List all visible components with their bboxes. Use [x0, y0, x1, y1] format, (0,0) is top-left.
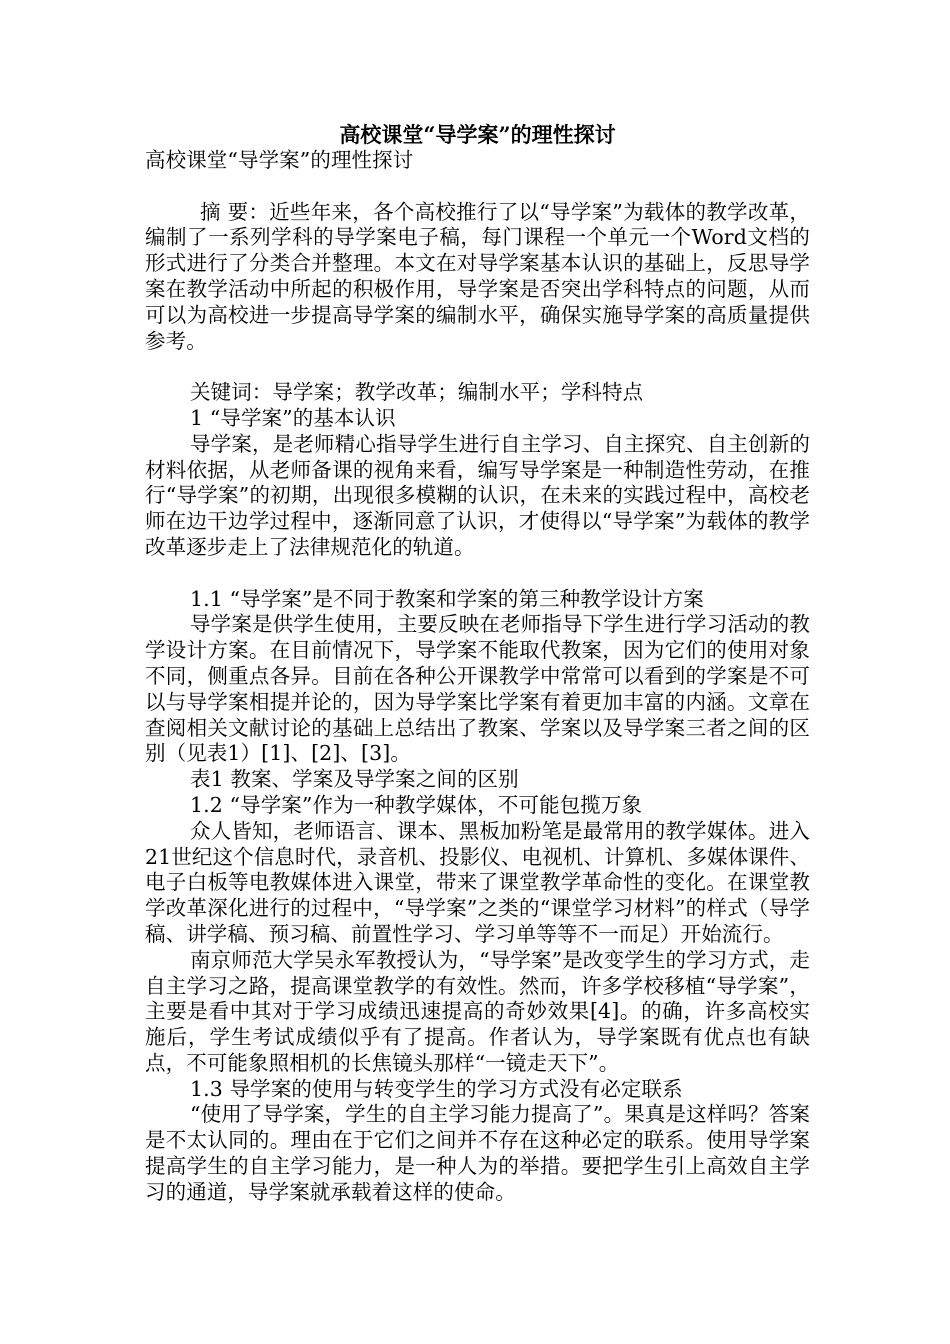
section-1-1-heading: 1.1 “导学案”是不同于教案和学案的第三种教学设计方案	[190, 586, 704, 611]
section-1-2-paragraph-2: 南京师范大学吴永军教授认为，“导学案”是改变学生的学习方式，走自主学习之路，提高课堂教学的有效性。然而，许多学校移植“导学案”，主要是看中其对于学习成绩迅速提高的奇妙效果[4]。的确，许多高校实施后，学生考试成绩似乎有了提高。作者认为，导学案既有优点也有缺点，不可能象照相机的长焦镜头那样“一镜走天下”。	[145, 947, 810, 1075]
section-1-1-paragraph: 导学案是供学生使用，主要反映在老师指导下学生进行学习活动的教学设计方案。在目前情况下，导学案不能取代教案，因为它们的使用对象不同，侧重点各异。目前在各种公开课教学中常常可以看到的学案是不可以与导学案相提并论的，因为导学案比学案有着更加丰富的内涵。文章在查阅相关文献讨论的基础上总结出了教案、学案以及导学案三者之间的区别（见表1）[1]、[2]、[3]。	[145, 612, 810, 766]
section-1-paragraph: 导学案，是老师精心指导学生进行自主学习、自主探究、自主创新的材料依据，从老师备课的视角来看，编写导学案是一种制造性劳动，在推行“导学案”的初期，出现很多模糊的认识，在未来的实践过程中，高校老师在边干边学过程中，逐渐同意了认识，才使得以“导学案”为载体的教学改革逐步走上了法律规范化的轨道。	[145, 431, 810, 559]
keywords-line: 关键词：导学案；教学改革；编制水平；学科特点	[190, 380, 644, 405]
section-1-2-paragraph-1: 众人皆知，老师语言、课本、黑板加粉笔是最常用的教学媒体。进入21世纪这个信息时代，录音机、投影仪、电视机、计算机、多媒体课件、电子白板等电教媒体进入课堂，带来了课堂教学革命性的变化。在课堂教学改革深化进行的过程中，“导学案”之类的“课堂学习材料”的样式（导学稿、讲学稿、预习稿、前置性学习、学习单等等不一而足）开始流行。	[145, 818, 810, 946]
blank-line	[145, 561, 810, 587]
section-1-3-paragraph: “使用了导学案，学生的自主学习能力提高了”。果真是这样吗？答案是不太认同的。理由在于它们之间并不存在这种必定的联系。使用导学案提高学生的自主学习能力，是一种人为的举措。要把学生引上高效自主学习的通道，导学案就承载着这样的使命。	[145, 1102, 810, 1204]
table-1-caption: 表1 教案、学案及导学案之间的区别	[190, 767, 519, 792]
blank-line	[145, 354, 810, 380]
abstract-paragraph: 摘 要：近些年来，各个高校推行了以“导学案”为载体的教学改革，编制了一系列学科的导学案电子稿，每门课程一个单元一个Word文档的形式进行了分类合并整理。本文在对导学案基本认识的基础上，反思导学案在教学活动中所起的积极作用，导学案是否突出学科特点的问题，从而可以为高校进一步提高导学案的编制水平，确保实施导学案的高质量提供参考。	[145, 199, 810, 353]
document-subtitle: 高校课堂“导学案”的理性探讨	[145, 148, 414, 172]
section-1-heading: 1 “导学案”的基本认识	[190, 405, 396, 430]
section-1-3-heading: 1.3 导学案的使用与转变学生的学习方式没有必定联系	[190, 1076, 683, 1101]
document-title: 高校课堂“导学案”的理性探讨	[339, 122, 616, 147]
section-1-2-heading: 1.2 “导学案”作为一种教学媒体，不可能包揽万象	[190, 792, 643, 817]
blank-line	[145, 174, 810, 200]
document-page	[145, 118, 810, 1206]
